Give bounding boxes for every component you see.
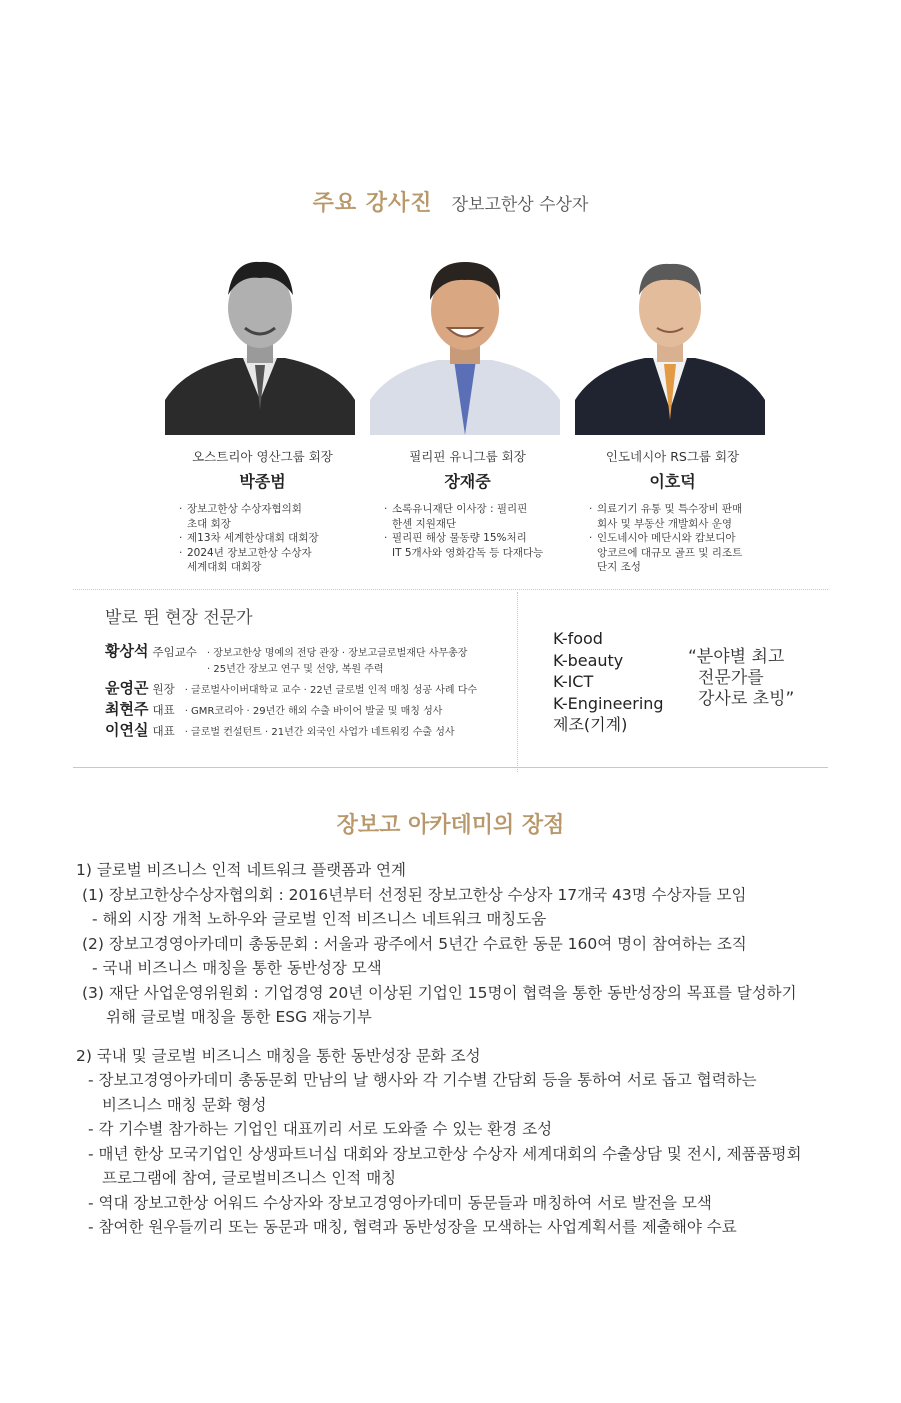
field-item: K-Engineering xyxy=(553,693,664,713)
expert-row xyxy=(105,640,505,661)
field-list xyxy=(553,628,664,736)
speaker-detail: · 2024년 장보고한상 수상자 세계대회 대회장 xyxy=(179,546,360,575)
advantage-line: - 장보고경영아카데미 총동문회 만남의 날 행사와 각 기수별 간담회 등을 통하여 서로 돕고 협력하는 xyxy=(88,1071,757,1089)
speaker-name: 장재중 xyxy=(444,472,491,491)
speaker-card xyxy=(370,250,565,560)
expert-desc: · GMR코리아 · 29년간 해외 수출 바이어 발굴 및 매칭 성사 xyxy=(184,706,443,717)
quote-line: 전문가를 xyxy=(698,668,764,688)
expert-name: 최현주 xyxy=(105,700,149,718)
speaker-detail: · 제13차 세계한상대회 대회장 xyxy=(179,531,360,546)
advantage-line: 2) 국내 및 글로벌 비즈니스 매칭을 통한 동반성장 문화 조성 xyxy=(76,1046,481,1065)
expert-desc: · 글로벌사이버대학교 교수 · 22년 글로벌 인적 매칭 성공 사례 다수 xyxy=(184,685,478,696)
expert-name: 윤영곤 xyxy=(105,679,149,697)
advantage-line: 비즈니스 매칭 문화 형성 xyxy=(102,1095,267,1114)
advantage-line: - 참여한 원우들끼리 또는 동문과 매칭, 협력과 동반성장을 모색하는 사업계획서를 제출해야 수료 xyxy=(88,1218,737,1236)
expert-row xyxy=(105,719,505,740)
portrait-icon xyxy=(370,250,560,435)
speaker-detail: · 인도네시아 메단시와 캄보디아 앙코르에 대규모 골프 및 리조트 단지 조성 xyxy=(589,531,770,575)
quote-line: 강사로 초빙” xyxy=(698,689,795,709)
advantage-line: - 해외 시장 개척 노하우와 글로벌 인적 비즈니스 네트워크 매칭도움 xyxy=(92,910,547,928)
speaker-details xyxy=(575,502,770,575)
expert-name: 황상석 xyxy=(105,642,149,660)
vertical-divider xyxy=(517,592,518,772)
speaker-photo xyxy=(370,250,560,435)
speaker-details xyxy=(370,502,565,560)
quote xyxy=(688,647,794,710)
speaker-detail: · 장보고한상 수상자협의회 초대 회장 xyxy=(179,502,360,531)
advantage-line: 위해 글로벌 매칭을 통한 ESG 재능기부 xyxy=(106,1008,372,1026)
speaker-detail: · 필리핀 해상 물동량 15%처리 IT 5개사와 영화감독 등 다재다능 xyxy=(384,531,565,560)
expert-extra: · 25년간 장보고 연구 및 선양, 복원 주력 xyxy=(207,664,384,675)
speaker-details xyxy=(165,502,360,575)
advantage-line: - 역대 장보고한상 어워드 수상자와 장보고경영아카데미 동문들과 매칭하여 서로 발전을 모색 xyxy=(88,1193,712,1212)
advantage-line: 1) 글로벌 비즈니스 인적 네트워크 플랫폼과 연계 xyxy=(76,861,406,879)
speakers-subtitle: 장보고한상 수상자 xyxy=(451,195,589,215)
expert-row xyxy=(105,677,505,698)
speaker-card xyxy=(165,250,360,575)
advantage-line: (2) 장보고경영아카데미 총동문회 : 서울과 광주에서 5년간 수료한 동문 160여 명이 참여하는 조직 xyxy=(82,934,747,953)
expert-row xyxy=(105,698,505,719)
advantage-line: (1) 장보고한상수상자협의회 : 2016년부터 선정된 장보고한상 수상자 17개국 43명 수상자들 모임 xyxy=(82,885,747,904)
portrait-icon xyxy=(165,250,355,435)
expert-title: 원장 xyxy=(152,682,175,696)
advantage-line: (3) 재단 사업운영위원회 : 기업경영 20년 이상된 기업인 15명이 협력을 통한 동반성장의 목표를 달성하기 xyxy=(82,983,797,1002)
speakers-title: 주요 강사진 xyxy=(312,191,433,216)
advantage-line: - 국내 비즈니스 매칭을 통한 동반성장 모색 xyxy=(92,959,382,977)
field-item: K-food xyxy=(553,629,603,648)
speaker-list xyxy=(160,250,750,590)
advantage-line: - 각 기수별 참가하는 기업인 대표끼리 서로 도와줄 수 있는 환경 조성 xyxy=(88,1120,553,1138)
speaker-detail: · 소록유니재단 이사장 : 필리핀 한센 지원재단 xyxy=(384,502,565,531)
experts-heading: 발로 뛴 현장 전문가 xyxy=(105,608,253,628)
field-item: 제조(기계) xyxy=(553,715,628,734)
advantage-line: - 매년 한상 모국기업인 상생파트너십 대회와 장보고한상 수상자 세계대회의 수출상담 및 전시, 제품품평회 xyxy=(88,1144,802,1163)
speaker-name: 박종범 xyxy=(239,472,286,491)
expert-desc: · 장보고한상 명예의 전당 관장 · 장보고글로벌재단 사무총장 xyxy=(206,648,468,659)
speaker-detail: · 의료기기 유통 및 특수장비 판매 회사 및 부동산 개발회사 운영 xyxy=(589,502,770,531)
quote-line: “분야별 최고 xyxy=(688,647,785,667)
speaker-photo xyxy=(575,250,765,435)
experts-panel xyxy=(105,603,505,740)
divider xyxy=(73,767,828,768)
expert-desc: · 글로벌 컨설턴트 · 21년간 외국인 사업가 네트워킹 수출 성사 xyxy=(184,727,455,738)
expert-title: 대표 xyxy=(152,703,175,717)
field-item: K-ICT xyxy=(553,672,594,691)
advantages-list xyxy=(76,858,836,1240)
speakers-section-title xyxy=(0,186,901,217)
speaker-photo xyxy=(165,250,355,435)
speaker-role: 필리핀 유니그룹 회장 xyxy=(409,449,526,464)
expert-name: 이연실 xyxy=(105,721,149,739)
advantages-title: 장보고 아카데미의 장점 xyxy=(336,813,565,838)
speaker-name: 이호덕 xyxy=(649,472,696,491)
speaker-card xyxy=(575,250,770,575)
field-item: K-beauty xyxy=(553,650,624,670)
portrait-icon xyxy=(575,250,765,435)
speaker-role: 오스트리아 영산그룹 회장 xyxy=(192,449,333,464)
divider xyxy=(73,589,828,590)
expert-title: 주임교수 xyxy=(152,645,197,659)
speaker-role: 인도네시아 RS그룹 회장 xyxy=(605,449,740,464)
advantage-line: 프로그램에 참여, 글로벌비즈니스 인적 매칭 xyxy=(102,1169,397,1187)
expert-title: 대표 xyxy=(152,724,175,738)
